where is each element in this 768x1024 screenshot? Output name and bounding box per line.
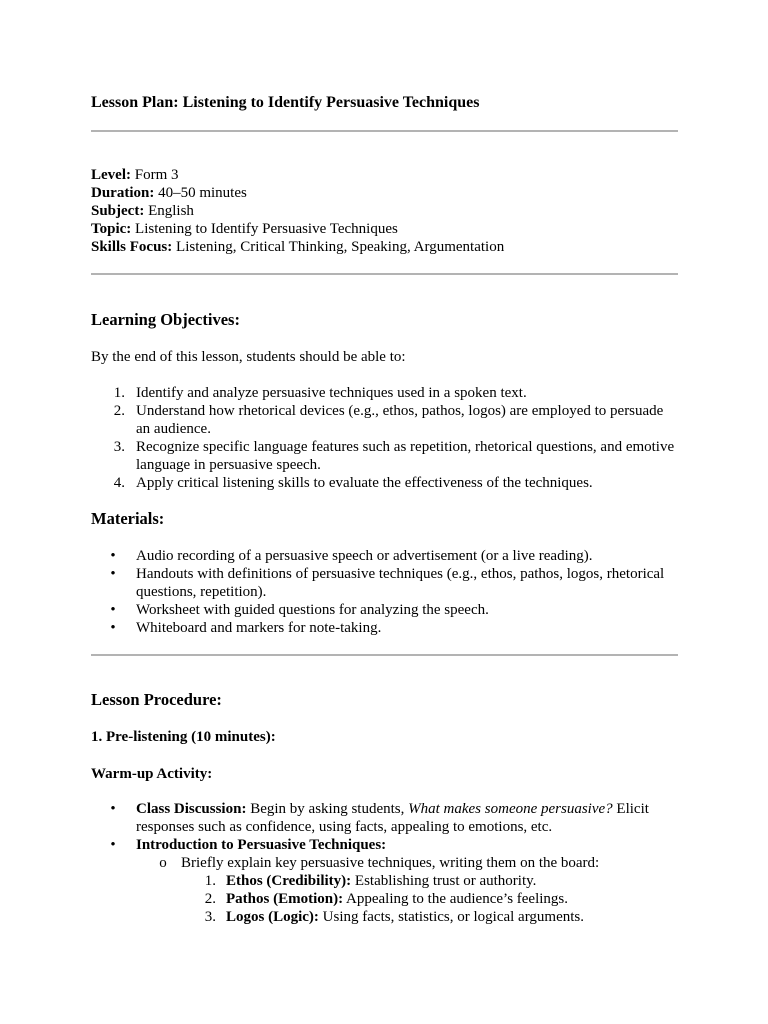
list-item-class-discussion: • Class Discussion: Begin by asking students, What makes someone persuasive? Elicit responses such as confidence, using facts, appealing to emotions, etc. [110,801,649,835]
lesson-meta [91,166,504,256]
meta-subject: Subject: English [91,203,194,219]
materials-heading: Materials: [91,509,165,528]
warmup-heading: Warm-up Activity: [91,766,213,782]
objectives-list [91,384,681,492]
divider [91,654,678,656]
technique-ethos: 1. Ethos (Credibility): Establishing trust or authority. [204,873,537,889]
meta-topic: Topic: Listening to Identify Persuasive Techniques [91,221,398,237]
technique-pathos: 2. Pathos (Emotion): Appealing to the audience’s feelings. [204,891,569,907]
procedure-heading: Lesson Procedure: [91,690,222,709]
procedure-list [91,800,681,926]
technique-logos: 3. Logos (Logic): Using facts, statistics, or logical arguments. [204,909,585,925]
objectives-intro: By the end of this lesson, students should be able to: [91,349,406,365]
list-item: • Worksheet with guided questions for analyzing the speech. [110,602,489,618]
sub-list-item: o Briefly explain key persuasive techniques, writing them on the board: [159,855,600,871]
meta-level: Level: Form 3 [91,167,179,183]
list-item: • Audio recording of a persuasive speech or advertisement (or a live reading). [110,548,593,564]
page-title: Lesson Plan: Listening to Identify Persuasive Techniques [91,94,480,111]
list-item: 3. Recognize specific language features such as repetition, rhetorical questions, and emotive language in persuasive speech. [113,439,675,473]
meta-duration: Duration: 40–50 minutes [91,185,247,201]
list-item: 1. Identify and analyze persuasive techniques used in a spoken text. [113,385,527,401]
materials-list [91,547,681,637]
list-item: 2. Understand how rhetorical devices (e.g., ethos, pathos, logos) are employed to persuade an audience. [113,403,664,437]
list-item: • Whiteboard and markers for note-taking. [110,620,382,636]
meta-skills: Skills Focus: Listening, Critical Thinking, Speaking, Argumentation [91,239,505,255]
list-item: • Handouts with definitions of persuasive techniques (e.g., ethos, pathos, logos, rhetorical questions, repetition). [110,566,665,600]
divider [91,130,678,132]
step-heading: 1. Pre-listening (10 minutes): [91,729,276,745]
objectives-heading: Learning Objectives: [91,310,240,329]
list-item-introduction: • Introduction to Persuasive Techniques: [110,837,387,853]
list-item: 4. Apply critical listening skills to evaluate the effectiveness of the techniques. [113,475,593,491]
divider [91,273,678,275]
